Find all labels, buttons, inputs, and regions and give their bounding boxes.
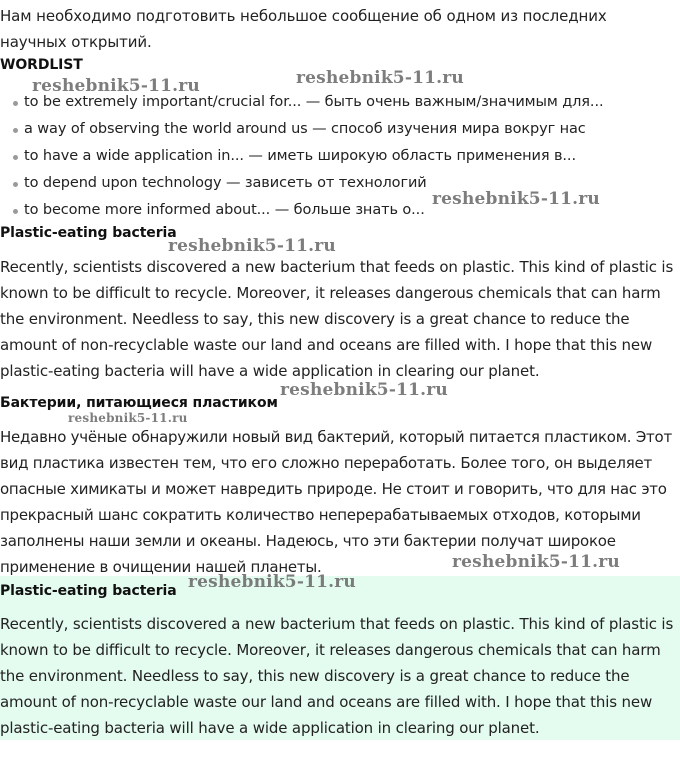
wordlist-item: to become more informed about... — больше знать о...: [0, 197, 680, 224]
watermark: reshebnik5-11.ru: [296, 68, 464, 88]
watermark: reshebnik5-11.ru: [168, 236, 336, 256]
watermark: reshebnik5-11.ru: [432, 189, 600, 209]
english-section-text: Recently, scientists discovered a new bacterium that feeds on plastic. This kind of plastic is known to be difficult to recycle. Moreover, it releases dangerous chemicals that can harm the environment. Needless to say, this new discovery is a great chance to reduce the amount of non-recyclable waste our land and oceans are filled with. I hope that this new plastic-eating bacteria will have a wide application in clearing our planet.: [0, 258, 674, 380]
bullet-icon: [13, 128, 18, 133]
wordlist-item: to depend upon technology — зависеть от технологий: [0, 170, 680, 197]
bullet-icon: [13, 155, 18, 160]
wordlist-heading: WORDLIST: [0, 57, 83, 73]
watermark: reshebnik5-11.ru: [452, 552, 620, 572]
wordlist-item: a way of observing the world around us — способ изучения мира вокруг нас: [0, 116, 680, 143]
highlighted-section: [0, 576, 680, 740]
bullet-icon: [13, 101, 18, 106]
russian-section-heading: Бактерии, питающиеся пластиком: [0, 395, 278, 411]
wordlist-item: to be extremely important/crucial for... — быть очень важным/значимым для...: [0, 89, 680, 116]
watermark: reshebnik5-11.ru: [68, 411, 188, 425]
russian-section-text: Недавно учёные обнаружили новый вид бактерий, который питается пластиком. Этот вид пластика известен тем, что его сложно переработать. Более того, он выделяет опасные химикаты и может навредить природе. Не стоит и говорить, что для нас это прекрасный шанс сократить количество неперерабатываемых отходов, которыми заполнены наши земли и океаны. Надеюсь, что эти бактерии получат широкое применение в очищении нашей планеты.: [0, 428, 672, 576]
watermark: reshebnik5-11.ru: [280, 380, 448, 400]
bullet-icon: [13, 209, 18, 214]
wordlist-item: to have a wide application in... — иметь широкую область применения в...: [0, 143, 680, 170]
highlighted-section-heading: Plastic-eating bacteria: [0, 583, 177, 599]
intro-text: Нам необходимо подготовить небольшое сообщение об одном из последних научных открытий.: [0, 7, 607, 51]
highlighted-section-text: Recently, scientists discovered a new bacterium that feeds on plastic. This kind of plastic is known to be difficult to recycle. Moreover, it releases dangerous chemicals that can harm the environment. Needless to say, this new discovery is a great chance to reduce the amount of non-recyclable waste our land and oceans are filled with. I hope that this new plastic-eating bacteria will have a wide application in clearing our planet.: [0, 615, 674, 737]
english-section-heading: Plastic-eating bacteria: [0, 225, 177, 241]
watermark: reshebnik5-11.ru: [32, 76, 200, 96]
bullet-icon: [13, 182, 18, 187]
watermark: reshebnik5-11.ru: [188, 572, 356, 592]
